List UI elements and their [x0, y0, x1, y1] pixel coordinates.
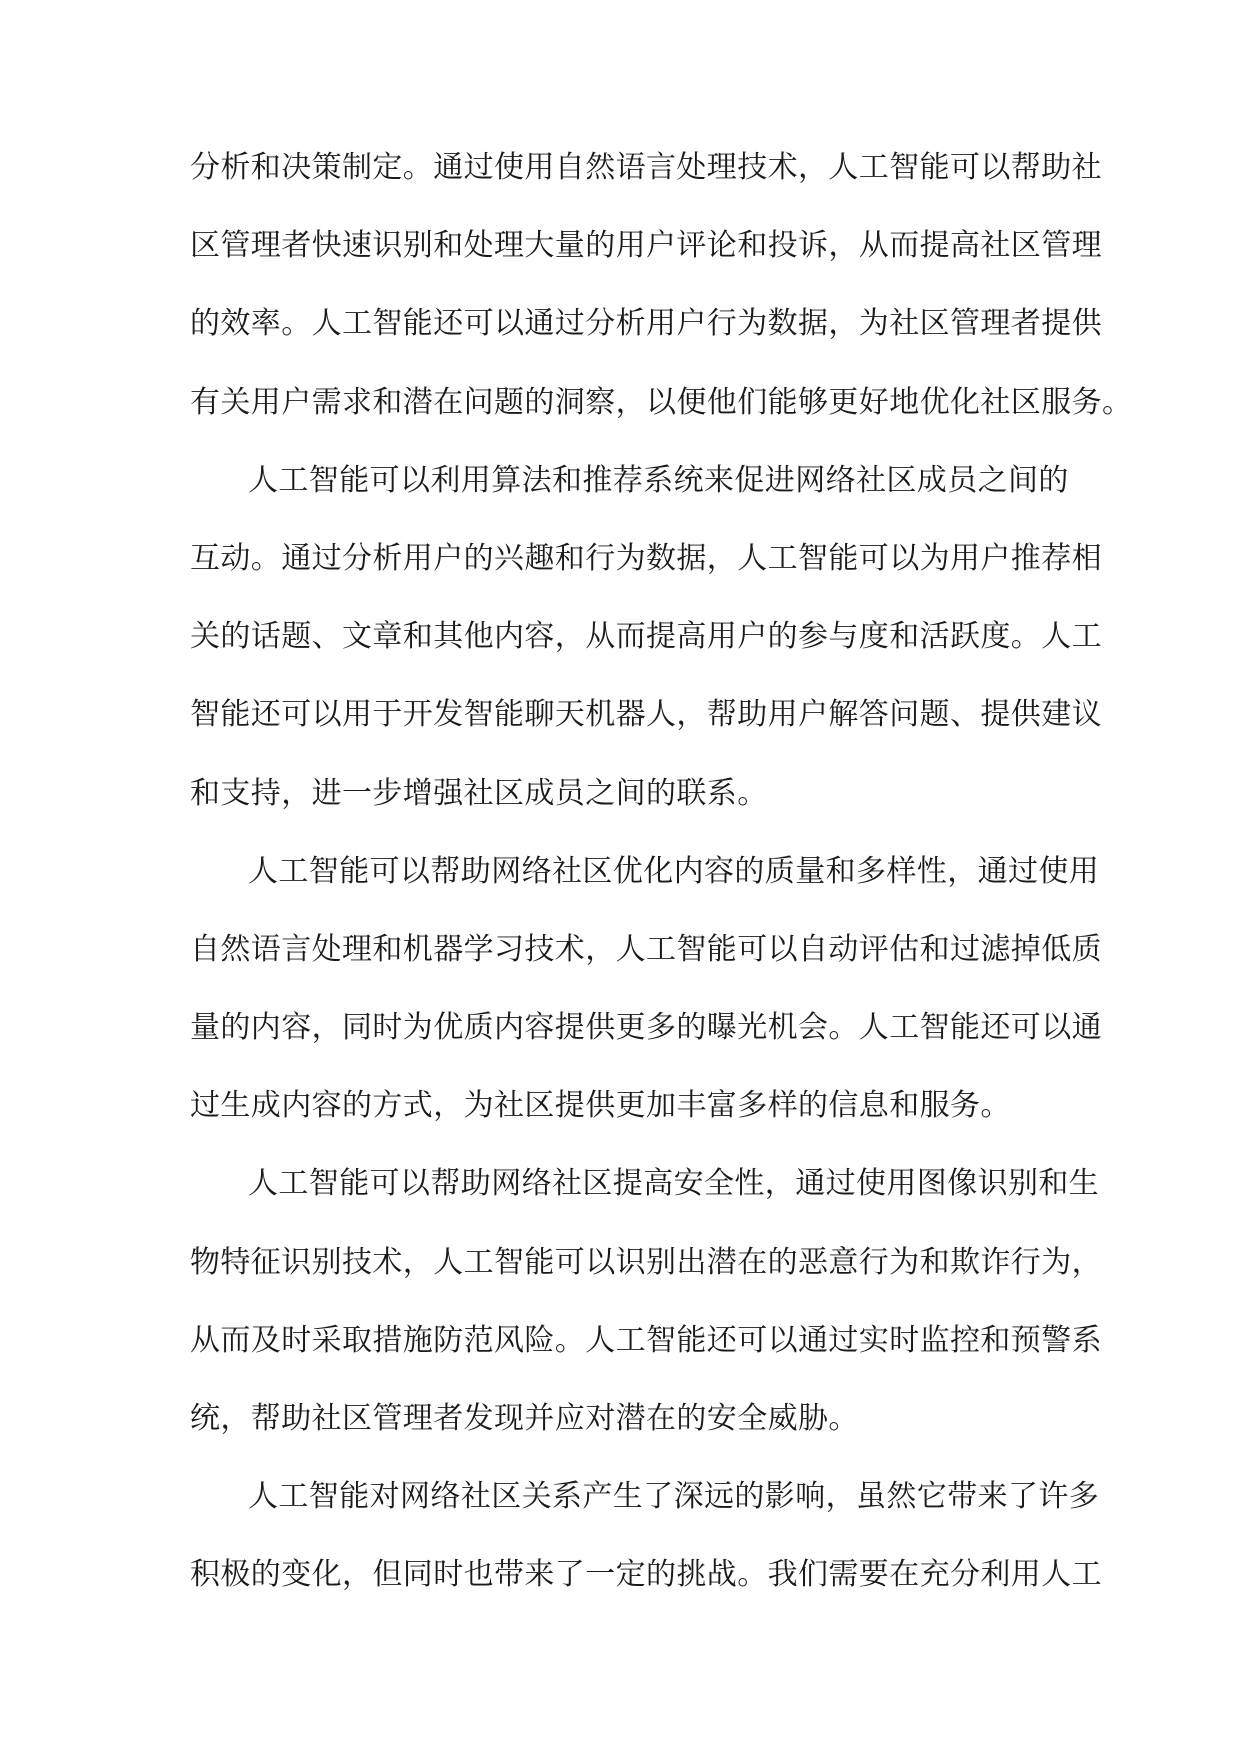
text-line: 人工智能可以帮助网络社区优化内容的质量和多样性，通过使用	[248, 853, 1100, 889]
text-line: 有关用户需求和潜在问题的洞察，以便他们能够更好地优化社区服务。	[190, 384, 1133, 420]
text-line: 积极的变化，但同时也带来了一定的挑战。我们需要在充分利用人工	[190, 1557, 1102, 1593]
body-text	[190, 143, 1133, 1629]
text-line: 统，帮助社区管理者发现并应对潜在的安全威胁。	[190, 1401, 859, 1436]
text-line: 过生成内容的方式，为社区提供更加丰富多样的信息和服务。	[190, 1088, 1011, 1124]
text-line: 物特征识别技术，人工智能可以识别出潜在的恶意行为和欺诈行为，	[190, 1244, 1102, 1280]
text-line: 人工智能可以帮助网络社区提高安全性，通过使用图像识别和生	[248, 1166, 1100, 1202]
text-line: 智能还可以用于开发智能聊天机器人，帮助用户解答问题、提供建议	[190, 697, 1102, 733]
text-line: 互动。通过分析用户的兴趣和行为数据，人工智能可以为用户推荐相	[190, 540, 1102, 576]
text-line: 分析和决策制定。通过使用自然语言处理技术，人工智能可以帮助社	[190, 150, 1102, 185]
text-line: 的效率。人工智能还可以通过分析用户行为数据，为社区管理者提供	[190, 306, 1102, 342]
text-line: 人工智能可以利用算法和推荐系统来促进网络社区成员之间的	[248, 462, 1069, 498]
text-line: 自然语言处理和机器学习技术，人工智能可以自动评估和过滤掉低质	[190, 931, 1102, 967]
text-line: 量的内容，同时为优质内容提供更多的曝光机会。人工智能还可以通	[190, 1010, 1102, 1046]
text-line: 和支持，进一步增强社区成员之间的联系。	[190, 775, 768, 811]
text-line: 人工智能对网络社区关系产生了深远的影响，虽然它带来了许多	[248, 1479, 1100, 1515]
text-line: 从而及时采取措施防范风险。人工智能还可以通过实时监控和预警系	[190, 1322, 1102, 1358]
text-line: 关的话题、文章和其他内容，从而提高用户的参与度和活跃度。人工	[190, 619, 1102, 655]
text-line: 区管理者快速识别和处理大量的用户评论和投诉，从而提高社区管理	[190, 228, 1102, 264]
